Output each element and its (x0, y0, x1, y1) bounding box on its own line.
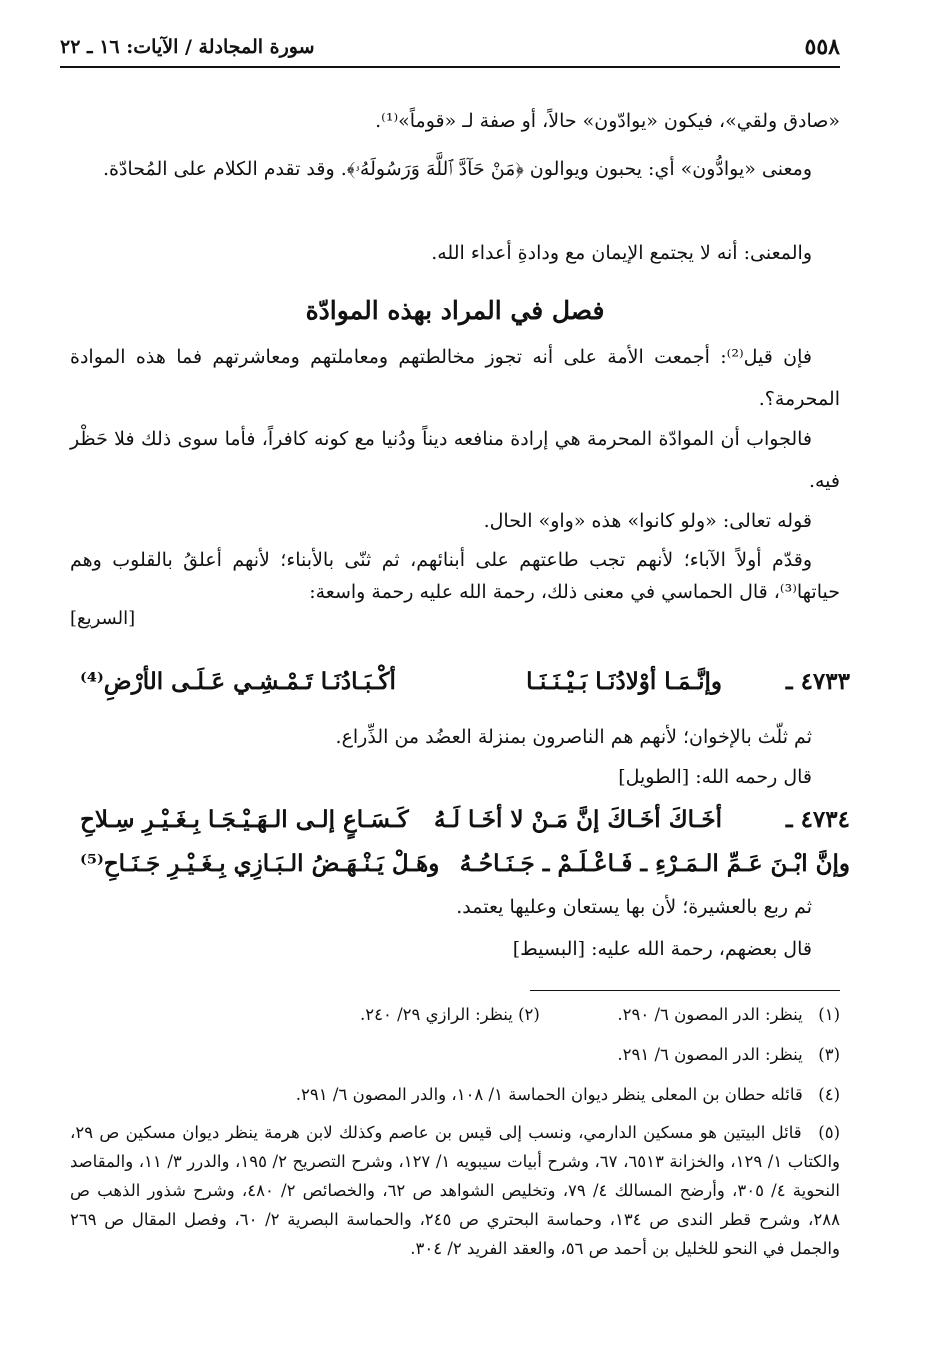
footnote-text: قائل البيتين هو مسكين الدارمي، ونسب إلى قيس بن عاصم وكذلك لابن هرمة ينظر ديوان مسكين ص ٢٩، والكتاب ١/ ١٢٩، والخزانة ٦٥١٣، ٦٧، وشرح أبيات سيبويه ١/ ١٢٧، وشرح التصريح ٢/ ١٩٥، والدرر ٣/ ١١، والمقاصد النحوية ٤/ ٣٠٥، وأرضح المسالك ٤/ ٧٩، وتخليص الشواهد ص ٦٢، والخصائص ٢/ ٤٨٠، وشرح شذور الذهب ص ٢٨٨، وشرح قطر الندى ص ١٣٤، وحماسة البحتري ص ٢٤٥، والحماسة البصرية ٢/ ٦٠، وفصل المقال ص ٢٦٩ والجمل في النحو للخليل بن أحمد ص ٥٦، والعقد الفريد ٢/ ٣٠٤. (70, 1123, 840, 1258)
header-rule (60, 66, 840, 68)
page-header (60, 30, 840, 70)
running-title: سورة المجادلة / الآيات: ١٦ ـ ٢٢ (60, 36, 315, 58)
paragraph-text: قوله تعالى: «ولو كانوا» هذه «واو» الحال. (483, 510, 812, 532)
paragraph-text: فإن قيل⁽²⁾: أجمعت الأمة على أنه تجوز مخالطتهم ومعاملتهم ومعاشرتهم فما هذه الموادة المحرمة؟. (70, 346, 840, 410)
paragraph (70, 418, 840, 502)
footnote-number: (٥) (818, 1123, 840, 1142)
verse-hemistich-right: أخَـاكَ أخَـاكَ إنَّ مَـنْ لا أخَـا لَـهُ (433, 806, 722, 833)
paragraph-text: ثم ثلّث بالإخوان؛ لأنهم هم الناصرون بمنزلة العضُد من الذِّراع. (335, 726, 812, 748)
footnote (70, 1080, 840, 1109)
paragraph-text: فالجواب أن الموادّة المحرمة هي إرادة منافعه ديناً ودُنيا مع كونه كافراً، فأما سوى ذلك فلا حَظْر فيه. (70, 428, 840, 492)
verse-hemistich-left: أكْـبَـادُنَـا تَـمْـشِـي عَـلَـى الأرْضِ⁽⁴⁾ (80, 668, 396, 695)
footnote-number: (٣) (818, 1045, 840, 1064)
paragraph-text: «صادق ولقي»، فيكون «يوادّون» حالاً، أو صفة لـ «قوماً»⁽¹⁾. (375, 110, 840, 132)
page-number: ٥٥٨ (804, 34, 840, 60)
footnote-side (360, 1000, 540, 1029)
paragraph (70, 100, 840, 142)
verse-number: ٤٧٣٤ ـ (785, 806, 850, 833)
paragraph-text: ومعنى «يوادُّون» أي: يحبون ويوالون ﴿مَنْ حَآدَّ ٱللَّهَ وَرَسُولَهُۥ﴾. وقد تقدم الكلام على المُحادّة. (102, 158, 812, 180)
verse-line (70, 668, 850, 716)
paragraph-text: ثم ربع بالعشيرة؛ لأن بها يستعان وعليها يعتمد. (456, 896, 812, 918)
paragraph (70, 544, 840, 629)
footnote (70, 1000, 840, 1029)
verse-number: ٤٧٣٣ ـ (785, 668, 850, 695)
paragraph (70, 716, 840, 758)
paragraph (70, 232, 840, 274)
footnote-number: (٢) (518, 1005, 540, 1024)
footnote-number: (١) (818, 1005, 840, 1024)
footnote-text: ينظر: الرازي ٢٩/ ٢٤٠. (360, 1005, 513, 1024)
footnote-text: ينظر: الدر المصون ٦/ ٢٩١. (617, 1045, 803, 1064)
verse-hemistich-left: كَـسَـاعٍ إلـى الـهَـيْـجَـا بِـغَـيْـرِ سِـلاحِ (80, 806, 409, 833)
footnote-rule (530, 990, 840, 991)
paragraph (70, 148, 840, 190)
paragraph (70, 756, 840, 798)
paragraph-text: قال بعضهم، رحمة الله عليه: [البسيط] (512, 938, 812, 960)
footnote-text: قائله حطان بن المعلى ينظر ديوان الحماسة ١/ ١٠٨، والدر المصون ٦/ ٢٩١. (295, 1085, 803, 1104)
paragraph (70, 500, 840, 542)
paragraph-text: وقدّم أولاً الآباء؛ لأنهم تجب طاعتهم على أبنائهم، ثم ثنّى بالأبناء؛ لأنهم أعلقُ بالقلوب وهم حياتها⁽³⁾، قال الحماسي في معنى ذلك، رحمة الله عليه رحمة واسعة: (70, 549, 840, 603)
verse-hemistich-right: وإنَّ ابْـنَ عَـمِّ الـمَـرْءِ ـ فَـاعْـلَـمْ ـ جَـنَـاحُـهُ (459, 850, 850, 877)
paragraph (70, 336, 840, 420)
verse-hemistich-left: وهَـلْ يَـنْـهَـضُ الـبَـازِي بِـغَـيْـرِ جَـنَـاحِ⁽⁵⁾ (80, 850, 440, 877)
paragraph (70, 928, 840, 970)
meter-label: [السريع] (70, 608, 136, 629)
paragraph-text: والمعنى: أنه لا يجتمع الإيمان مع ودادةِ أعداء الله. (431, 242, 812, 264)
verse-line (70, 806, 850, 854)
footnote (70, 1118, 840, 1263)
footnote-text: ينظر: الدر المصون ٦/ ٢٩٠. (617, 1005, 803, 1024)
paragraph-text: قال رحمه الله: [الطويل] (618, 766, 812, 788)
footnote-number: (٤) (818, 1085, 840, 1104)
verse-hemistich-right: وإنَّـمَـا أوْلادُنَـا بَـيْـنَـنَـا (526, 668, 722, 695)
section-heading: فصل في المراد بهذه الموادّة (305, 296, 605, 325)
footnote (70, 1040, 840, 1069)
paragraph (70, 886, 840, 928)
footnote-body (70, 1118, 840, 1263)
